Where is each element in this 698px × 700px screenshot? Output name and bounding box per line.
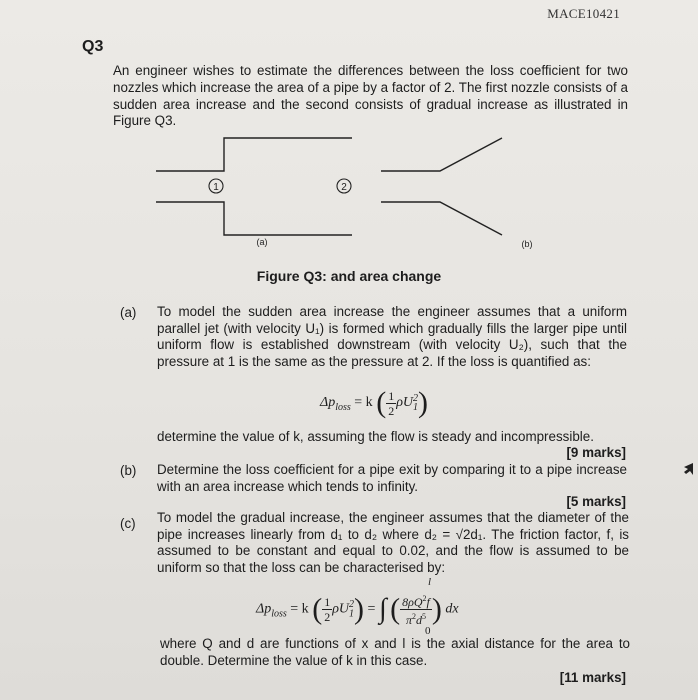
course-code: MACE10421 — [547, 6, 620, 21]
sudden-expansion-lower-wall — [156, 202, 352, 235]
sudden-expansion-upper-wall — [156, 138, 352, 171]
gradual-expansion-upper-wall — [381, 138, 502, 171]
subfigure-b-label: (b) — [521, 239, 533, 249]
part-c-label: (c) — [120, 516, 136, 531]
question-number: Q3 — [82, 38, 104, 55]
subfigure-a-label: (a) — [256, 237, 268, 247]
integral-upper-limit: l — [428, 576, 432, 588]
part-a-marks: [9 marks] — [566, 445, 626, 460]
part-a-tail: determine the value of k, assuming the flow is steady and incompressible. — [157, 429, 594, 444]
part-b-label: (b) — [120, 463, 137, 478]
part-c-marks: [11 marks] — [559, 670, 626, 685]
part-c-text: To model the gradual increase, the engineer assumes that the diameter of the pipe increases linearly from d₁ to d₂ where d₂ = √2d₁. The friction factor, f, is assumed to be constant and equal to 0.02, and the flow is assumed to be uniform so that the loss can be characterised by: — [157, 510, 629, 575]
part-b-text: Determine the loss coefficient for a pipe exit by comparing it to a pipe increase with an area increase which tends to infinity. — [157, 462, 627, 494]
figure-caption: Figure Q3: and area change — [256, 268, 442, 284]
mouse-pointer-icon — [683, 462, 695, 476]
equation-a-rhs: = k — [354, 395, 373, 411]
gradual-expansion-lower-wall — [381, 202, 502, 235]
intro-paragraph: An engineer wishes to estimate the differences between the loss coefficient for two nozzles which increase the area of a pipe by a factor of 2. The first nozzle consists of a sudden area increase and the second consists of gradual increase as illustrated in Figure Q3. — [113, 63, 628, 129]
loss-equation-c: $\Delta p_{loss} = k$ ( $\frac{1}{2}$ $\rho U_1^2$) = ∫ ( $\frac{8\rho Q^2f}{\pi^2d^5}$ ) dx — [256, 592, 459, 627]
figure-q3 — [150, 130, 550, 255]
part-c-tail: where Q and d are functions of x and l is the axial distance for the area to double. Determine the value of k in this case. — [160, 636, 630, 668]
point-1-label: 1 — [213, 182, 219, 193]
loss-equation-a: $\Delta p_{loss} = k$ ( $\frac{1}{2}$ $\rho U_1^2$) — [320, 386, 429, 419]
equation-a-lhs: Δp — [320, 395, 336, 411]
equation-a-sub: loss — [335, 402, 351, 414]
part-a-text: To model the sudden area increase the engineer assumes that a uniform parallel jet (with velocity U₁) is formed which gradually fills the larger pipe until uniform flow is established downstream (with velocity U₂), such that the pressure at 1 is the same as the pressure at 2. If the loss is quantified as: — [157, 304, 627, 369]
part-b-marks: [5 marks] — [566, 494, 626, 509]
point-2-label: 2 — [341, 182, 347, 193]
part-a-label: (a) — [120, 305, 137, 320]
integral-lower-limit: 0 — [425, 625, 431, 637]
